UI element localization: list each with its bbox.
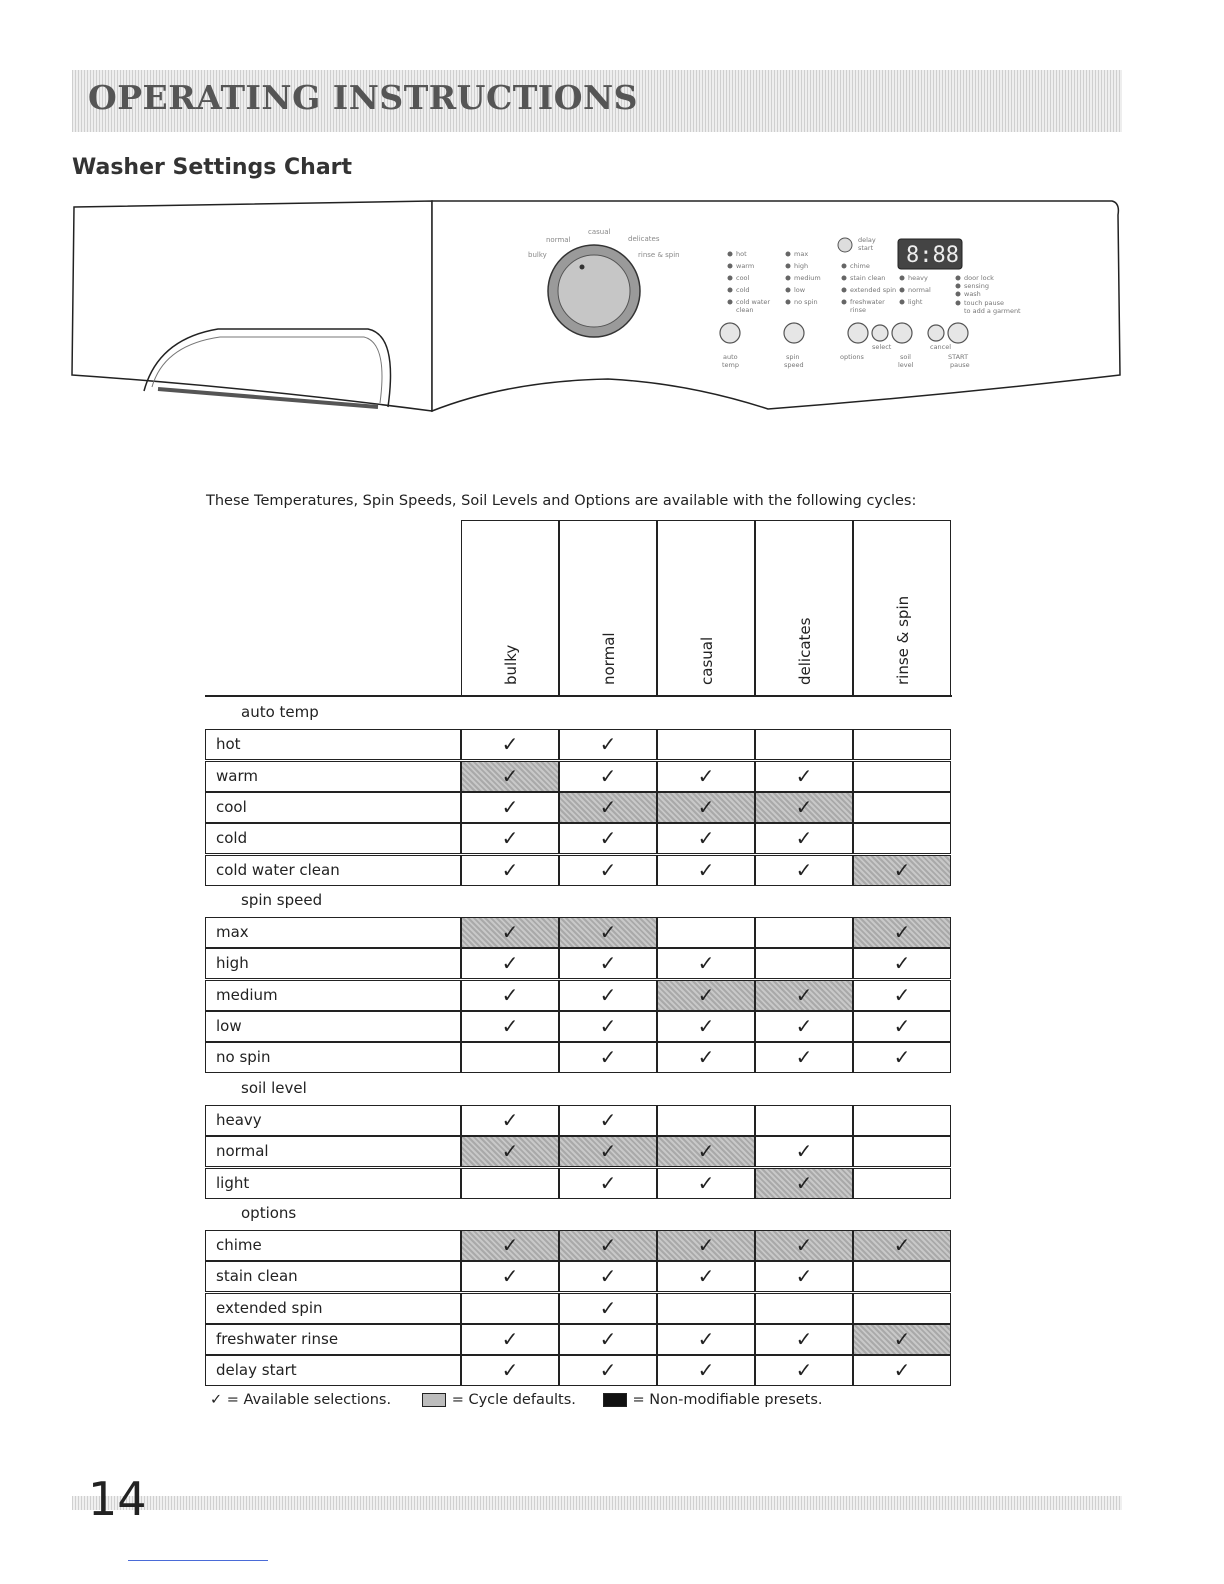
empty-cell — [461, 1168, 559, 1199]
check-cell: ✓ — [755, 1011, 853, 1042]
check-cell: ✓ — [657, 1011, 755, 1042]
empty-cell — [853, 1105, 951, 1136]
default-check-cell: ✓ — [461, 761, 559, 792]
check-cell: ✓ — [657, 855, 755, 886]
panel-soil-light: light — [908, 298, 923, 306]
btn-label-level: level — [898, 361, 914, 369]
default-check-cell: ✓ — [461, 917, 559, 948]
empty-cell — [461, 1293, 559, 1324]
auto-temp-button — [720, 323, 740, 343]
column-label: normal — [600, 632, 618, 685]
btn-label-select: select — [872, 343, 892, 351]
table-row — [205, 792, 952, 823]
row-label: delay start — [205, 1355, 461, 1386]
empty-cell — [853, 823, 951, 854]
intro-text: These Temperatures, Spin Speeds, Soil Levels and Options are available with the following cycles: — [206, 493, 917, 509]
legend-preset-swatch — [603, 1393, 627, 1407]
row-label: extended spin — [205, 1293, 461, 1324]
soil-level-button — [892, 323, 912, 343]
default-check-cell: ✓ — [853, 1230, 951, 1261]
empty-cell — [461, 1042, 559, 1073]
empty-cell — [853, 1293, 951, 1324]
check-cell: ✓ — [755, 761, 853, 792]
row-label: high — [205, 948, 461, 979]
check-cell: ✓ — [853, 948, 951, 979]
check-cell: ✓ — [853, 1011, 951, 1042]
panel-status-sensing: sensing — [964, 282, 989, 290]
check-cell: ✓ — [559, 980, 657, 1011]
table-row — [205, 1355, 952, 1386]
panel-opt-freshwater: freshwater — [850, 298, 885, 306]
check-cell: ✓ — [559, 1293, 657, 1324]
group-label: spin speed — [241, 890, 323, 909]
panel-spin-low: low — [794, 286, 806, 294]
default-check-cell: ✓ — [755, 792, 853, 823]
empty-cell — [853, 761, 951, 792]
panel-temp-cool: cool — [736, 274, 750, 282]
table-row — [205, 1011, 952, 1042]
panel-spin-medium: medium — [794, 274, 821, 282]
panel-spin-no-spin: no spin — [794, 298, 818, 306]
btn-label-start: START — [948, 353, 969, 361]
table-row — [205, 1230, 952, 1261]
btn-label-pause: pause — [950, 361, 970, 369]
check-cell: ✓ — [461, 948, 559, 979]
check-cell: ✓ — [559, 1324, 657, 1355]
row-label: cool — [205, 792, 461, 823]
check-cell: ✓ — [461, 792, 559, 823]
panel-status-wash: wash — [964, 290, 981, 298]
panel-delay-label: delay — [858, 236, 876, 244]
check-cell: ✓ — [559, 1355, 657, 1386]
panel-temp-hot: hot — [736, 250, 747, 258]
delay-start-button — [838, 238, 852, 252]
empty-cell — [755, 917, 853, 948]
default-check-cell: ✓ — [657, 980, 755, 1011]
empty-cell — [657, 917, 755, 948]
check-cell: ✓ — [461, 1261, 559, 1292]
btn-label-soil: soil — [900, 353, 911, 361]
check-cell: ✓ — [559, 761, 657, 792]
check-cell: ✓ — [461, 1105, 559, 1136]
table-row — [205, 1042, 952, 1073]
default-check-cell: ✓ — [853, 917, 951, 948]
washer-control-panel-illustration — [68, 195, 1128, 417]
default-check-cell: ✓ — [755, 1230, 853, 1261]
section-title: Washer Settings Chart — [72, 155, 353, 180]
group-label: options — [241, 1203, 297, 1222]
panel-spin-high: high — [794, 262, 809, 270]
header-banner — [72, 70, 1122, 132]
check-cell: ✓ — [853, 980, 951, 1011]
column-label: rinse & spin — [894, 595, 912, 685]
default-check-cell: ✓ — [461, 1136, 559, 1167]
table-row — [205, 1105, 952, 1136]
empty-cell — [755, 948, 853, 979]
row-label: normal — [205, 1136, 461, 1167]
default-check-cell: ✓ — [559, 792, 657, 823]
column-header-normal — [559, 520, 657, 696]
empty-cell — [853, 729, 951, 760]
page-title: OPERATING INSTRUCTIONS — [88, 78, 638, 117]
table-row — [205, 1293, 952, 1324]
empty-cell — [853, 792, 951, 823]
check-cell: ✓ — [657, 1168, 755, 1199]
table-row — [205, 917, 952, 948]
select-button — [872, 325, 888, 341]
check-cell: ✓ — [755, 1136, 853, 1167]
btn-label-auto: auto — [723, 353, 738, 361]
check-cell: ✓ — [853, 1355, 951, 1386]
check-cell: ✓ — [559, 1168, 657, 1199]
row-label: cold water clean — [205, 855, 461, 886]
dial-label-rinse-spin: rinse & spin — [638, 251, 680, 259]
display-readout: 8:88 — [906, 243, 959, 268]
table-row — [205, 1261, 952, 1292]
column-header-casual — [657, 520, 755, 696]
column-label: delicates — [796, 617, 814, 685]
check-cell: ✓ — [461, 980, 559, 1011]
check-cell: ✓ — [657, 1261, 755, 1292]
check-cell: ✓ — [657, 1355, 755, 1386]
row-label: warm — [205, 761, 461, 792]
header-rule — [205, 695, 952, 697]
default-check-cell: ✓ — [755, 1168, 853, 1199]
check-cell: ✓ — [853, 1042, 951, 1073]
spin-speed-button — [784, 323, 804, 343]
check-cell: ✓ — [559, 1105, 657, 1136]
table-row — [205, 980, 952, 1011]
empty-cell — [755, 1293, 853, 1324]
dial-label-bulky: bulky — [528, 251, 547, 259]
legend — [210, 1392, 823, 1408]
empty-cell — [657, 1293, 755, 1324]
empty-cell — [853, 1136, 951, 1167]
page-number: 14 — [88, 1472, 147, 1526]
column-header-bulky — [461, 520, 559, 696]
default-check-cell: ✓ — [657, 792, 755, 823]
legend-default-swatch — [422, 1393, 446, 1407]
panel-opt-extended-spin: extended spin — [850, 286, 897, 294]
row-label: medium — [205, 980, 461, 1011]
legend-defaults: = Cycle defaults. — [451, 1392, 576, 1408]
default-check-cell: ✓ — [559, 1230, 657, 1261]
btn-label-speed: speed — [784, 361, 804, 369]
row-label: max — [205, 917, 461, 948]
btn-label-cancel: cancel — [930, 343, 952, 351]
row-label: no spin — [205, 1042, 461, 1073]
legend-presets: = Non-modifiable presets. — [632, 1392, 823, 1408]
check-cell: ✓ — [461, 1355, 559, 1386]
empty-cell — [853, 1168, 951, 1199]
control-console — [432, 201, 1120, 411]
start-pause-button — [948, 323, 968, 343]
table-row — [205, 855, 952, 886]
panel-soil-heavy: heavy — [908, 274, 928, 282]
column-label: bulky — [502, 644, 520, 685]
check-cell: ✓ — [559, 1042, 657, 1073]
panel-opt-rinse: rinse — [850, 306, 866, 314]
check-cell: ✓ — [755, 1355, 853, 1386]
panel-soil-normal: normal — [908, 286, 931, 294]
table-row — [205, 761, 952, 792]
row-label: freshwater rinse — [205, 1324, 461, 1355]
check-cell: ✓ — [461, 823, 559, 854]
column-header-delicates — [755, 520, 853, 696]
panel-status-touch-pause: touch pause — [964, 299, 1005, 307]
check-cell: ✓ — [755, 1042, 853, 1073]
detergent-drawer — [72, 201, 432, 411]
panel-opt-chime: chime — [850, 262, 870, 270]
empty-cell — [853, 1261, 951, 1292]
check-cell: ✓ — [559, 1011, 657, 1042]
dial-label-delicates: delicates — [628, 235, 660, 243]
btn-label-options: options — [840, 353, 864, 361]
check-cell: ✓ — [559, 823, 657, 854]
default-check-cell: ✓ — [853, 1324, 951, 1355]
dial-label-casual: casual — [588, 228, 611, 236]
check-cell: ✓ — [559, 729, 657, 760]
table-row — [205, 1168, 952, 1199]
table-row — [205, 729, 952, 760]
default-check-cell: ✓ — [657, 1136, 755, 1167]
panel-status-add-garment: to add a garment — [964, 307, 1021, 315]
group-label: soil level — [241, 1078, 307, 1097]
row-label: light — [205, 1168, 461, 1199]
check-cell: ✓ — [657, 761, 755, 792]
panel-temp-cold-water: cold water — [736, 298, 771, 306]
options-button — [848, 323, 868, 343]
default-check-cell: ✓ — [755, 980, 853, 1011]
panel-opt-stain-clean: stain clean — [850, 274, 886, 282]
default-check-cell: ✓ — [657, 1230, 755, 1261]
btn-label-temp: temp — [722, 361, 740, 369]
footer-line — [128, 1560, 268, 1561]
panel-temp-clean: clean — [736, 306, 754, 314]
check-cell: ✓ — [559, 855, 657, 886]
check-cell: ✓ — [755, 855, 853, 886]
group-label: auto temp — [241, 703, 319, 721]
empty-cell — [657, 1105, 755, 1136]
panel-start-label: start — [858, 244, 874, 252]
table-row — [205, 948, 952, 979]
default-check-cell: ✓ — [559, 917, 657, 948]
check-cell: ✓ — [461, 855, 559, 886]
check-cell: ✓ — [755, 1324, 853, 1355]
row-label: low — [205, 1011, 461, 1042]
column-label: casual — [698, 636, 716, 685]
empty-cell — [755, 729, 853, 760]
check-cell: ✓ — [461, 1324, 559, 1355]
row-label: stain clean — [205, 1261, 461, 1292]
check-cell: ✓ — [755, 1261, 853, 1292]
row-label: cold — [205, 823, 461, 854]
check-cell: ✓ — [461, 729, 559, 760]
default-check-cell: ✓ — [461, 1230, 559, 1261]
default-check-cell: ✓ — [853, 855, 951, 886]
footer-band — [72, 1496, 1122, 1510]
row-label: hot — [205, 729, 461, 760]
check-cell: ✓ — [657, 823, 755, 854]
check-cell: ✓ — [657, 948, 755, 979]
row-label: heavy — [205, 1105, 461, 1136]
column-header-rinse-spin — [853, 520, 951, 696]
dial-label-normal: normal — [546, 236, 571, 244]
btn-label-spin: spin — [786, 353, 800, 361]
check-cell: ✓ — [461, 1011, 559, 1042]
table-row — [205, 1324, 952, 1355]
legend-available: ✓ = Available selections. — [210, 1392, 392, 1408]
cancel-button — [928, 325, 944, 341]
check-cell: ✓ — [559, 1261, 657, 1292]
panel-status-door-lock: door lock — [964, 274, 994, 282]
table-row — [205, 1136, 952, 1167]
row-label: chime — [205, 1230, 461, 1261]
empty-cell — [755, 1105, 853, 1136]
check-cell: ✓ — [657, 1324, 755, 1355]
table-row — [205, 823, 952, 854]
panel-temp-cold: cold — [736, 286, 750, 294]
check-cell: ✓ — [657, 1042, 755, 1073]
check-cell: ✓ — [755, 823, 853, 854]
check-cell: ✓ — [559, 948, 657, 979]
panel-temp-warm: warm — [736, 262, 755, 270]
default-check-cell: ✓ — [559, 1136, 657, 1167]
panel-spin-max: max — [794, 250, 809, 258]
empty-cell — [657, 729, 755, 760]
